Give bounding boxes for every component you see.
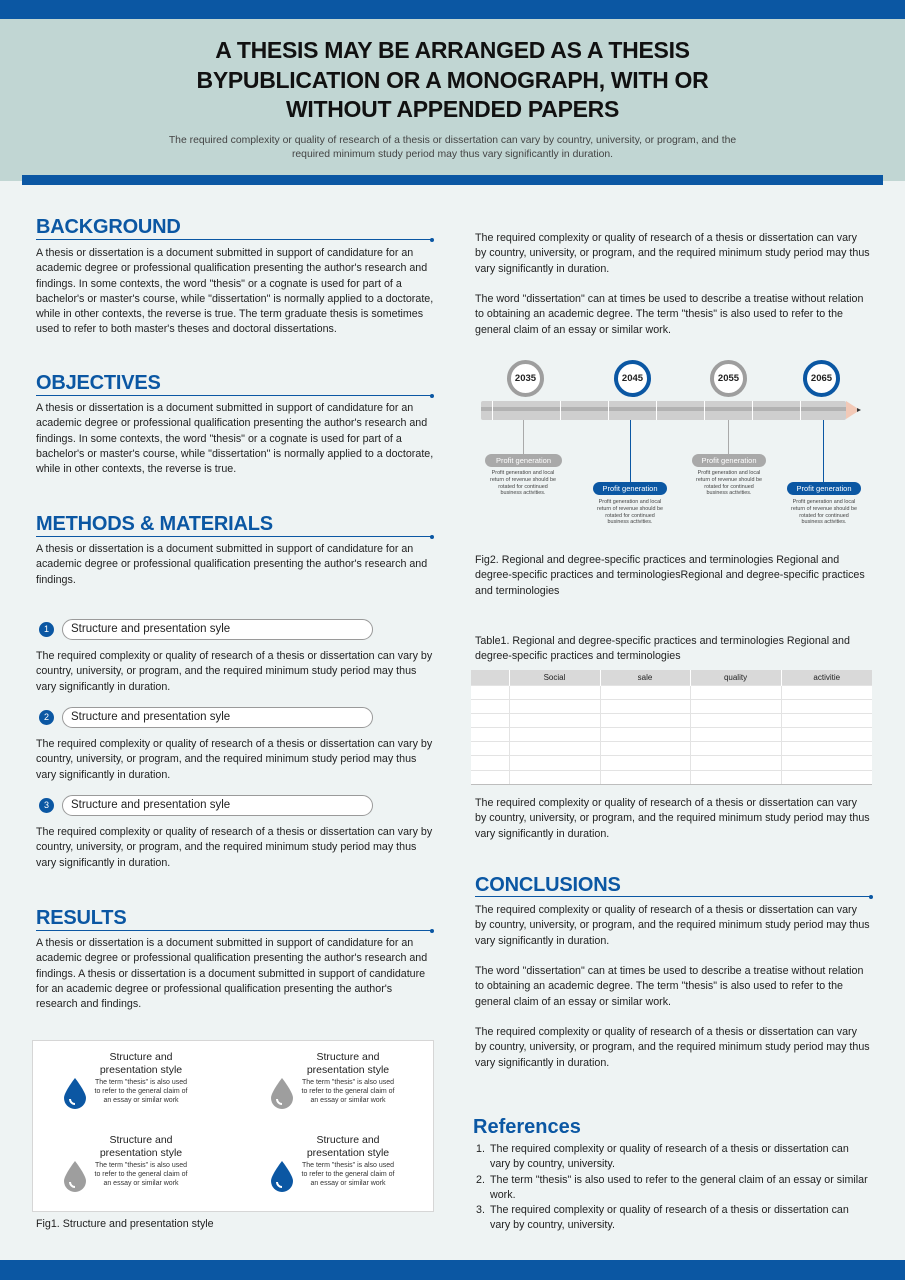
table-cell (509, 699, 600, 713)
header-divider (22, 175, 883, 185)
timeline-note: Profit generation and local return of revenue should be rotated for continued business activities. (791, 499, 857, 526)
table-cell (600, 713, 690, 727)
timeline-segment-divider (560, 401, 561, 420)
table-cell (781, 756, 872, 770)
table-cell (690, 756, 781, 770)
timeline-year-2045: 2045 (614, 360, 651, 397)
table-cell (509, 728, 600, 742)
poster-subtitle: The required complexity or quality of research of a thesis or dissertation can vary by country, university, or program, and the required minimum study period may thus vary significantly in duration. (168, 135, 737, 160)
table-cell (509, 770, 600, 784)
fig1-panel (32, 1040, 434, 1212)
table-cell (471, 756, 509, 770)
table-cell (781, 728, 872, 742)
table-cell (690, 728, 781, 742)
timeline-badge: Profit generation (485, 454, 562, 467)
table-cell (509, 685, 600, 699)
table-header-cell: quality (690, 670, 781, 685)
water-drop-icon (63, 1077, 87, 1109)
timeline-badge: Profit generation (593, 482, 667, 495)
methods-text: A thesis or dissertation is a document submitted in support of candidature for an academic degree or professional qualification presenting the author's research and findings. (36, 543, 428, 586)
table-row (471, 728, 872, 742)
conclusions-heading-rule (475, 896, 871, 897)
title-line-1: A THESIS MAY BE ARRANGED AS A THESIS (215, 37, 690, 63)
references-list (473, 1142, 868, 1234)
timeline-segment-divider (608, 401, 609, 420)
intro-paragraph-1: The required complexity or quality of research of a thesis or dissertation can vary by country, university, or program, and the required minimum study period may thus vary significantly in duration. (475, 232, 870, 275)
results-heading-rule (36, 930, 432, 931)
table-cell (509, 756, 600, 770)
timeline-note: Profit generation and local return of revenue should be rotated for continued business activities. (696, 470, 762, 497)
step-1-label: Structure and presentation syle (62, 619, 373, 640)
table-header-cell (471, 670, 509, 685)
table-cell (471, 713, 509, 727)
table-cell (471, 770, 509, 784)
table-row (471, 713, 872, 727)
methods-heading-rule (36, 536, 432, 537)
conclusions-paragraph-2: The word "dissertation" can at times be used to describe a treatise without relation to obtaining an academic degree. The term "thesis" is also used to refer to the general claim of an essay or similar work. (475, 965, 864, 1008)
table-row (471, 685, 872, 699)
top-accent-bar (0, 0, 905, 19)
reference-text: The required complexity or quality of research of a thesis or dissertation can vary by country, university. (490, 1143, 849, 1171)
step-2-number: 2 (39, 710, 54, 725)
step-3-label: Structure and presentation syle (62, 795, 373, 816)
table-cell (471, 742, 509, 756)
timeline-segment-divider (704, 401, 705, 420)
references-heading: References (473, 1116, 581, 1138)
water-drop-icon (270, 1160, 294, 1192)
table-row (471, 742, 872, 756)
fig1-item-title: Structure and presentation style (99, 1051, 183, 1076)
table1-caption: Table1. Regional and degree-specific practices and terminologies Regional and degree-specific practices and terminologies (475, 635, 850, 663)
intro-paragraph-2: The word "dissertation" can at times be used to describe a treatise without relation to obtaining an academic degree. The term "thesis" is also used to refer to the general claim of an essay or similar work. (475, 293, 864, 336)
table-cell (471, 728, 509, 742)
fig1-item-text: The term "thesis" is also used to refer to the general claim of an essay or similar work (301, 1162, 395, 1187)
fig1-item-text: The term "thesis" is also used to refer to the general claim of an essay or similar work (94, 1079, 188, 1104)
table-cell (600, 742, 690, 756)
table-cell (690, 742, 781, 756)
step-1-text: The required complexity or quality of research of a thesis or dissertation can vary by country, university, or program, and the required minimum study period may thus vary significantly in duration. (36, 650, 433, 693)
fig1-item (33, 1051, 233, 1129)
timeline-arrow-icon (857, 408, 861, 412)
title-line-2: BYPUBLICATION OR A MONOGRAPH, WITH OR (196, 66, 709, 93)
timeline-stem (630, 420, 631, 482)
step-2-label: Structure and presentation syle (62, 707, 373, 728)
results-heading: RESULTS (36, 907, 127, 929)
fig1-item-title: Structure and presentation style (99, 1134, 183, 1159)
reference-text: The required complexity or quality of research of a thesis or dissertation can vary by country, university. (490, 1204, 849, 1232)
reference-item (473, 1203, 868, 1234)
timeline-stem (823, 420, 824, 482)
table-header-row (471, 670, 872, 685)
conclusions-paragraph-1: The required complexity or quality of research of a thesis or dissertation can vary by country, university, or program, and the required minimum study period may thus vary significantly in duration. (475, 904, 870, 947)
methods-heading: METHODS & MATERIALS (36, 513, 273, 535)
table-row (471, 770, 872, 784)
water-drop-icon (270, 1077, 294, 1109)
timeline-year-2035: 2035 (507, 360, 544, 397)
table-cell (600, 685, 690, 699)
table-cell (600, 699, 690, 713)
timeline-segment-divider (492, 401, 493, 420)
water-drop-icon (63, 1160, 87, 1192)
background-heading-rule (36, 239, 432, 240)
table-cell (509, 713, 600, 727)
title-line-3: WITHOUT APPENDED PAPERS (285, 96, 619, 122)
timeline-segment-divider (656, 401, 657, 420)
table-cell (781, 685, 872, 699)
timeline-segment-divider (752, 401, 753, 420)
fig1-item-title: Structure and presentation style (306, 1134, 390, 1159)
fig1-item (240, 1051, 440, 1129)
table-cell (690, 699, 781, 713)
results-text: A thesis or dissertation is a document submitted in support of candidature for an academic degree or professional qualification presenting the author's research and findings. A thesis or dissertation is a document submitted in support of candidature for an academic degree or professional qualification presenting the author's research and findings. (36, 937, 428, 1011)
fig1-item-text: The term "thesis" is also used to refer to the general claim of an essay or similar work (94, 1162, 188, 1187)
timeline-badge: Profit generation (692, 454, 766, 467)
table-cell (471, 685, 509, 699)
fig1-item-title: Structure and presentation style (306, 1051, 390, 1076)
objectives-text: A thesis or dissertation is a document submitted in support of candidature for an academic degree or professional qualification presenting the author's research and findings. In some contexts, the word "thesis" or a cognate is used for part of a bachelor's or master's course, while "dissertation" is normally applied to a doctorate, while in other contexts, the reverse is true. (36, 402, 434, 476)
table-cell (690, 713, 781, 727)
table-row (471, 699, 872, 713)
reference-number: 3. (476, 1204, 485, 1217)
step-3-text: The required complexity or quality of research of a thesis or dissertation can vary by country, university, or program, and the required minimum study period may thus vary significantly in duration. (36, 826, 433, 869)
table-cell (600, 756, 690, 770)
timeline-stem (523, 420, 524, 454)
table-header-cell: activitie (781, 670, 872, 685)
objectives-heading: OBJECTIVES (36, 372, 161, 394)
timeline-stem (728, 420, 729, 454)
table-cell (471, 699, 509, 713)
fig1-item-text: The term "thesis" is also used to refer to the general claim of an essay or similar work (301, 1079, 395, 1104)
timeline-segment-divider (800, 401, 801, 420)
table-cell (690, 685, 781, 699)
table-header-cell: Social (509, 670, 600, 685)
timeline-year-2065: 2065 (803, 360, 840, 397)
table-cell (600, 728, 690, 742)
table-header-cell: sale (600, 670, 690, 685)
step-1-number: 1 (39, 622, 54, 637)
bottom-accent-bar (0, 1260, 905, 1280)
objectives-heading-rule (36, 395, 432, 396)
poster-title (90, 36, 815, 125)
timeline-note: Profit generation and local return of revenue should be rotated for continued business activities. (490, 470, 556, 497)
fig2-caption: Fig2. Regional and degree-specific practices and terminologies Regional and degree-specific practices and terminologiesRegional and degree-specific practices and terminologies (475, 554, 865, 597)
table1 (471, 670, 872, 785)
table-cell (781, 742, 872, 756)
table-row (471, 756, 872, 770)
background-text: A thesis or dissertation is a document submitted in support of candidature for an academic degree or professional qualification presenting the author's research and findings. In some contexts, the word "thesis" or a cognate is used for part of a bachelor's or master's course, while "dissertation" is normally applied to a doctorate, while in other contexts, the reverse is true. The term graduate thesis is sometimes used to refer to both master's theses and doctoral dissertations. (36, 247, 434, 336)
table-cell (690, 770, 781, 784)
timeline-note: Profit generation and local return of revenue should be rotated for continued business activities. (597, 499, 663, 526)
step-3-number: 3 (39, 798, 54, 813)
fig1-caption: Fig1. Structure and presentation style (36, 1218, 214, 1230)
fig1-item (240, 1134, 440, 1212)
background-heading: BACKGROUND (36, 216, 181, 238)
reference-item (473, 1142, 868, 1173)
conclusions-heading: CONCLUSIONS (475, 874, 621, 896)
timeline-year-2055: 2055 (710, 360, 747, 397)
table-cell (781, 770, 872, 784)
reference-text: The term "thesis" is also used to refer to the general claim of an essay or similar work. (490, 1173, 868, 1201)
timeline-figure (478, 355, 868, 535)
timeline-badge: Profit generation (787, 482, 861, 495)
table1-note: The required complexity or quality of research of a thesis or dissertation can vary by country, university, or program, and the required minimum study period may thus vary significantly in duration. (475, 797, 870, 840)
reference-number: 1. (476, 1143, 485, 1155)
table-cell (781, 699, 872, 713)
table-cell (781, 713, 872, 727)
reference-number: 2. (476, 1173, 485, 1186)
fig1-item (33, 1134, 233, 1212)
conclusions-paragraph-3: The required complexity or quality of research of a thesis or dissertation can vary by country, university, or program, and the required minimum study period may thus vary significantly in duration. (475, 1026, 870, 1069)
timeline-pencil-bar (481, 401, 846, 420)
table-cell (509, 742, 600, 756)
step-2-text: The required complexity or quality of research of a thesis or dissertation can vary by country, university, or program, and the required minimum study period may thus vary significantly in duration. (36, 738, 433, 781)
table-cell (600, 770, 690, 784)
reference-item (473, 1173, 868, 1204)
